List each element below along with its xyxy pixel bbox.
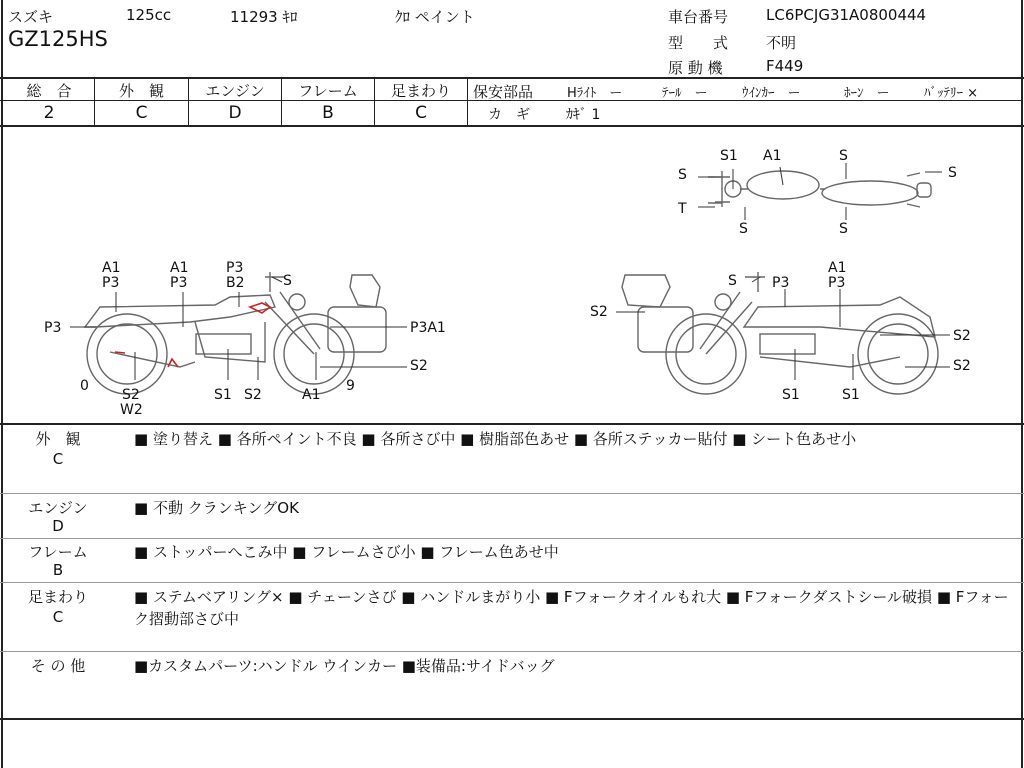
label: P3 [226,260,244,276]
section-text-suspension: ■ ステムベアリング× ■ チェーンさび ■ ハンドルまがり小 ■ Fフォークオイルもれ大 ■ Fフォークダストシール破損 ■ Fフォーク摺動部さび中 [134,588,1009,628]
label: P3 [828,275,846,291]
diagram-labels-top [677,148,957,237]
section-divider [0,582,1024,583]
section-title-engine: エンジン [28,499,88,517]
type-value: 不明 [766,34,797,52]
diagram-labels-right [590,260,971,403]
label: S [283,273,292,289]
model-name: GZ125HS [8,27,108,51]
label: S1 [842,387,860,403]
safety-item-tail: ﾃｰﾙ ー [662,86,708,101]
label: S2 [122,387,140,403]
section-title-suspension: 足まわり [27,588,88,606]
label: S [728,273,737,289]
safety-label: 保安部品 [473,83,534,101]
grade-value-frame: B [322,103,334,123]
key-value: ｶｷﾞ 1 [566,107,601,123]
safety-item-winker: ｳｲﾝｶｰ ー [742,86,801,101]
safety-item-battery: ﾊﾞｯﾃﾘｰ × [924,86,979,101]
label: P3 [102,275,120,291]
safety-item-horn: ﾎｰﾝ ー [844,86,890,101]
grade-col-divider [467,78,468,125]
engine-value: F449 [766,57,804,75]
section-grade-engine: D [52,517,64,535]
section-text-engine: ■ 不動 クランキングOK [134,499,299,517]
label: T [678,201,687,217]
label: P3 [170,275,188,291]
label: S1 [782,387,800,403]
grade-label-exterior: 外 観 [118,82,164,100]
label: A1 [302,387,321,403]
section-divider [0,651,1024,652]
label: S1 [214,387,232,403]
label: S2 [590,304,608,320]
section-title-other: そ の 他 [30,657,86,675]
label: S [948,165,957,181]
label: W2 [120,402,143,418]
frame-no-label: 車台番号 [668,8,729,26]
section-grade-exterior: C [52,450,64,468]
label: S [839,221,848,237]
color: ｸﾛ ペイント [395,8,475,26]
label: S [739,221,748,237]
safety-item-headlight: Hﾗｲﾄ ー [567,86,623,101]
section-divider [0,538,1024,539]
label: S2 [244,387,262,403]
maker: スズキ [8,8,54,26]
label: A1 [763,148,782,164]
label: P3 [44,320,62,336]
label: B2 [226,275,245,291]
divider-diagram [0,423,1024,425]
frame-no: LC6PCJG31A0800444 [766,6,927,24]
label: S2 [953,328,971,344]
label: 0 [80,378,89,394]
mileage: 11293 ｷﾛ [230,8,298,26]
label: S [678,167,687,183]
grade-label-overall: 総 合 [26,82,72,100]
section-title-exterior: 外 観 [35,430,81,448]
type-label: 型 式 [668,34,729,52]
key-label: カ ギ [488,107,530,123]
label: A1 [102,260,121,276]
divider-header [0,77,1024,79]
grade-label-suspension: 足まわり [390,82,451,100]
label: S2 [410,358,428,374]
grade-value-engine: D [228,103,242,123]
displacement: 125cc [126,6,172,24]
grade-value-suspension: C [415,103,427,123]
label: A1 [828,260,847,276]
section-grade-frame: B [52,561,64,579]
engine-label: 原 動 機 [668,59,723,77]
label: 9 [346,378,355,394]
label: P3 [772,275,790,291]
section-grade-suspension: C [52,608,64,626]
label: S2 [953,358,971,374]
grade-value-exterior: C [135,103,148,123]
damage-diagram [0,127,1024,423]
grade-label-engine: エンジン [205,82,265,100]
bike-top-view [708,171,931,207]
label: S1 [720,148,738,164]
section-text-other: ■カスタムパーツ:ハンドル ウインカー ■装備品:サイドバッグ [134,657,555,675]
label: S [839,148,848,164]
divider-bottom [0,718,1024,720]
section-divider [0,493,1024,494]
grade-value-overall: 2 [43,103,55,123]
label: A1 [170,260,189,276]
grade-label-frame: フレーム [298,82,358,100]
section-title-frame: フレーム [28,543,88,561]
label: P3A1 [410,320,446,336]
section-text-exterior: ■ 塗り替え ■ 各所ペイント不良 ■ 各所さび中 ■ 樹脂部色あせ ■ 各所ステッカー貼付 ■ シート色あせ小 [134,430,857,448]
section-text-frame: ■ ストッパーへこみ中 ■ フレームさび小 ■ フレーム色あせ中 [134,543,559,561]
